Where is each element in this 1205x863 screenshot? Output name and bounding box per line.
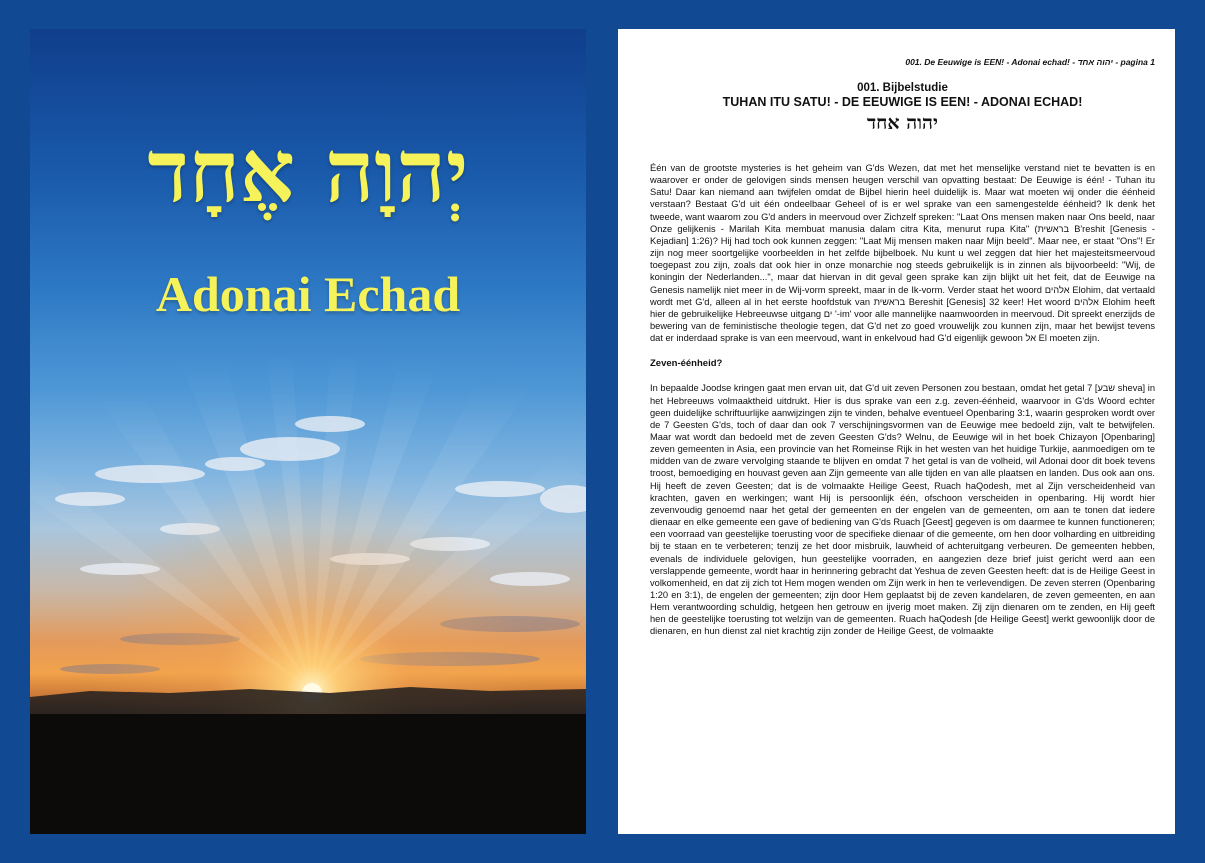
cover-hebrew-title: יְהוָה אֶחָד — [147, 121, 469, 222]
section-heading: Zeven-éénheid? — [650, 358, 723, 370]
body-paragraph: Één van de grootste mysteries is het geheim van G'ds Wezen, dat met het menselijke verstand niet te bevatten is en waarover er onder de gelovigen sinds mensen heugen verschil van opvatting bestaat: De Eeuwige is één! - Tuhan itu Satu! Daar kan niemand aan twijfelen omdat de Bijbel hierin heel duidelijk is. Maar wat moeten wij onder die éénheid verstaan? Bestaat G'd uit één ondeelbaar Geheel of is er wel sprake van een samengestelde éénheid? Ik denk het tweede, want waarom zou G'd anders in meervoud over Zichzelf spreken: "Laat Ons mensen maken naar Ons beeld, naar Onze gelijkenis - Marilah Kita membuat manusia dalam citra Kita, menurut rupa Kita" (בראשית B'reshit [Genesis - Kejadian] 1:26)? Hij had toch ook kunnen zeggen: "Laat Mij mensen maken naar Mijn beeld". Maar nee, er staat "Ons"! Er zijn nog meer soortgelijke voorbeelden in het zelfde bijbelboek. Nu kunt u wel zeggen dat hier het majesteitsmeervoud toegepast zou zijn, zoals dat ook hier in onze monarchie nog steeds gebruikelijk is in zinnen als bijvoorbeeld: "Wij, de koningin der Nederlanden...", maar dat hiervan in dit geval geen sprake kan zijn blijkt uit het feit, dat de Eeuwige na Genesis namelijk niet meer in de Wij-vorm spreekt, maar in de Ik-vorm. Verder staat het woord אלהים Elohim, dat vertaald wordt met G'd, alleen al in het eerste hoofdstuk van בראשית Bereshit [Genesis] 32 keer! Het woord אלהים Elohim heeft hier de gebruikelijke Hebreeuwse uitgang ים '-im' voor alle mannelijke naamwoorden in meervoud. Dit spreekt enerzijds de bewering van de feministische theologie tegen, dat G'd net zo goed vrouwelijk zou kunnen zijn, maar het bewijst tevens dat er inderdaad sprake is van een meervoud, want in enkelvoud had G'd eigenlijk gewoon אל El moeten zijn. — [650, 163, 1156, 344]
study-title: 001. Bijbelstudie — [857, 82, 948, 94]
hebrew-subtitle: יהוה אחד — [867, 112, 938, 134]
book-cover — [30, 29, 586, 834]
body-paragraph: In bepaalde Joodse kringen gaat men ervan uit, dat G'd uit zeven Personen zou bestaan, omdat het getal 7 [שבע sheva] in het Hebreeuws volmaaktheid uitdrukt. Hier is dus sprake van een z.g. zeven-éénheid, waarvoor in G'ds Woord echter geen duidelijke schriftuurlijke aanwijzingen zijn te vinden, behalve eventueel Openbaring 3:1, waarin gesproken wordt over de 7 Geesten G'ds, toch of daar dan ook 7 verschijningsvormen van de Eeuwige mee bedoeld zijn, valt te betwijfelen. Maar wat wordt dan bedoeld met de zeven Geesten G'ds? Welnu, de Eeuwige wil in het boek Chizayon [Openbaring] zeven gemeenten in Asia, een provincie van het Romeinse Rijk in het westen van het huidige Turkije, aanmoedigen om te midden van de zware vervolging staande te blijven en omdat 7 het getal is van de volheid, wil Adonai door dit boek tevens troost, bemoediging en houvast geven aan Zijn gemeente van alle tijden en van alle plaatsen en landen. Dus ook aan ons. Hij heeft de zeven Geesten; dat is de volmaakte Heilige Geest, Ruach haQodesh, met al Zijn verscheidenheid van krachten, gaven en werkingen; want Hij is persoonlijk één, ofschoon verscheiden in openbaring. Hij wordt hier zevenvoudig genoemd naar het getal der gemeenten en der engelen van de gemeenten, om aan te tonen dat iedere dienaar en elke gemeente een gave of bediening van G'ds Ruach [Geest] gegeven is om daarmee te kunnen functioneren; een voorraad van geestelijke toerusting voor de specifieke dienaar of die gemeente, om hen door volharding en uitbreiding bij te staan en te verbeteren; tenzij ze het door misbruik, lauwheid of achteruitgang verbeuren. De gemeenten hebben, evenals de individuele gelovigen, hun geestelijke voorraden, en aangezien deze brief juist gericht werd aan een verslappende gemeente, wordt haar in herinnering gebracht dat Yeshua de zeven Geesten heeft: dat is de Heilige Geest in volkomenheid, en dat zij zich tot Hem mogen wenden om Zijn werk in hen te verlevendigen. De zeven sterren (Openbaring 1:20 en 3:1), de engelen der gemeenten; zijn door Hem geplaatst bij de zeven kandelaren, de zeven gemeenten, en aan Hem verantwoording schuldig, hetgeen hen getrouw en ijverig moet maken. Zij zijn dienaren om te zenden, en Hij geeft hen de geestelijke toerusting tot welzijn van de gemeenten. Ruach haQodesh [de Heilige Geest] werkt gewoonlijk door de dienaren, en hun dienst zal niet krachtig zijn zonder de Heilige Geest, de volmaakte — [650, 383, 1156, 637]
page-header: 001. De Eeuwige is EEN! - Adonai echad! - יהוה אחד - pagina 1 — [905, 57, 1155, 67]
cover-latin-title: Adonai Echad — [155, 266, 461, 322]
main-title: TUHAN ITU SATU! - DE EEUWIGE IS EEN! - ADONAI ECHAD! — [722, 95, 1083, 109]
document-page — [618, 29, 1175, 834]
